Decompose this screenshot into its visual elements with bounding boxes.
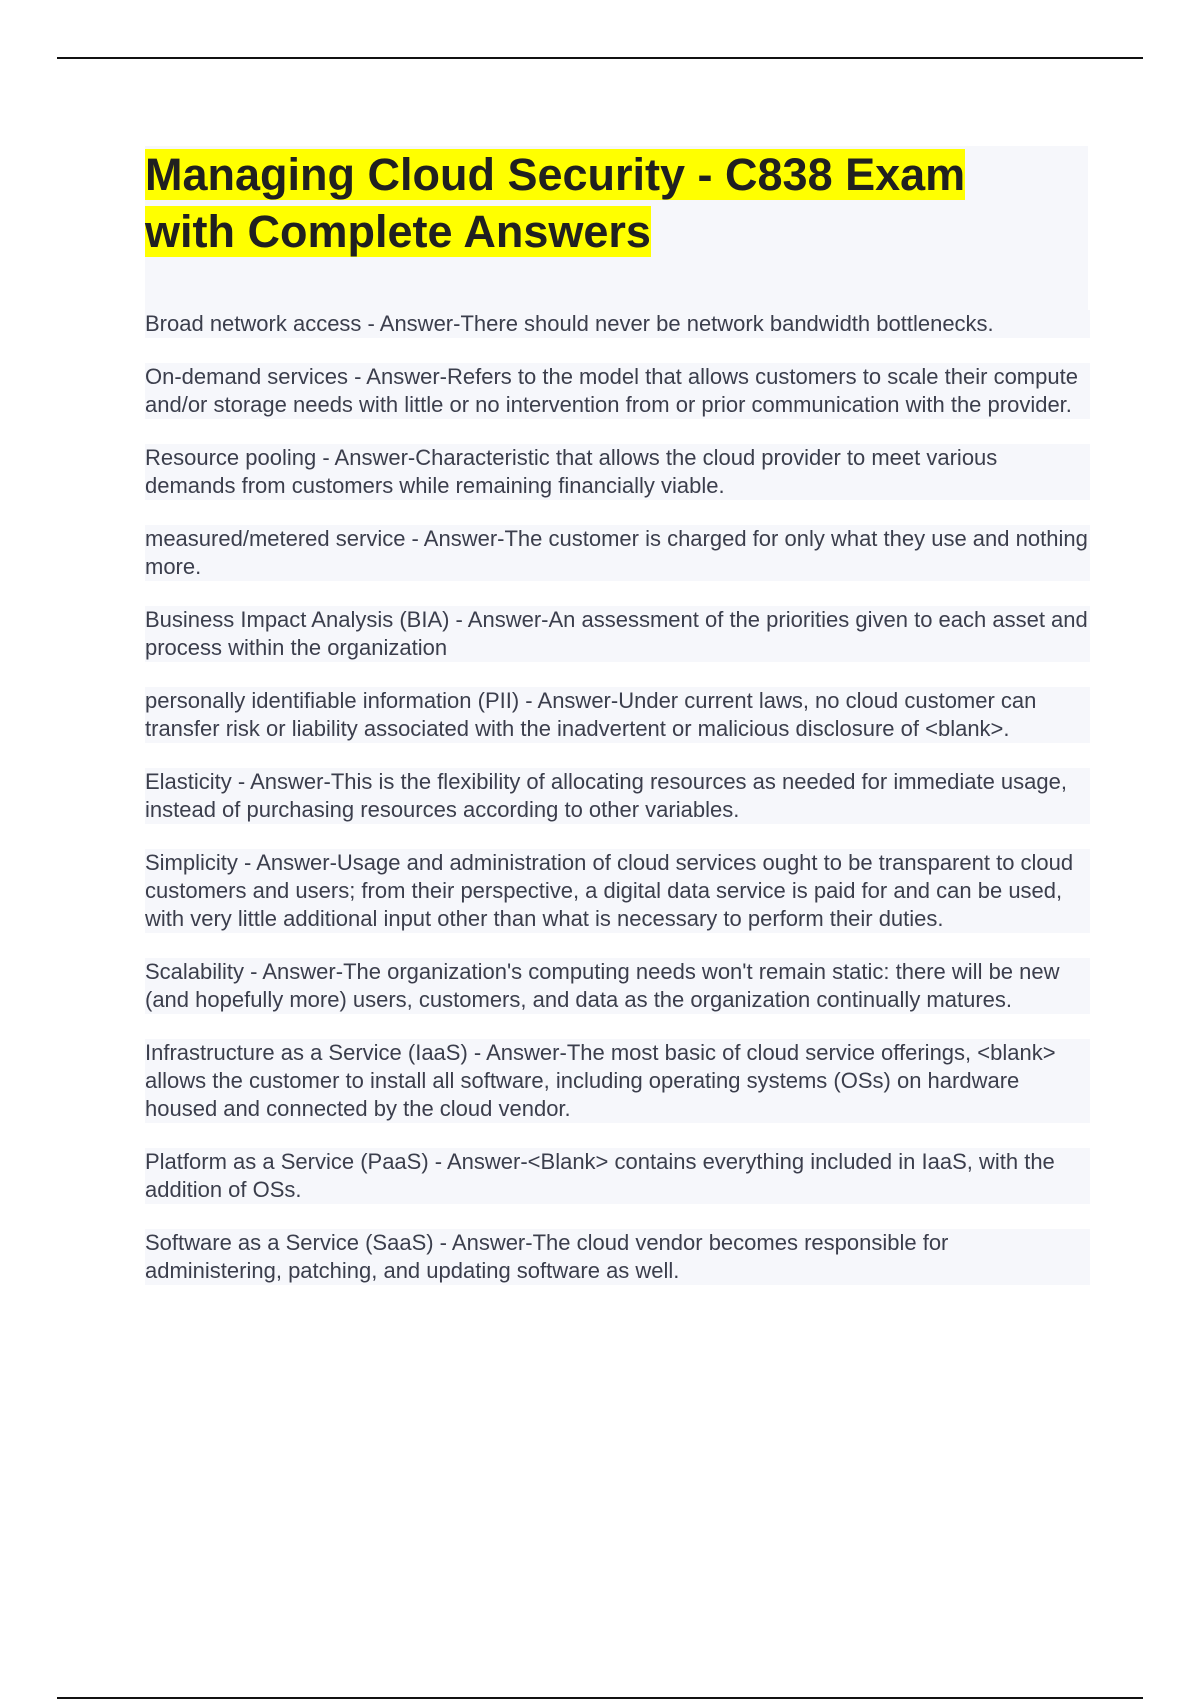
qa-list (145, 310, 1090, 1310)
qa-item: personally identifiable information (PII) - Answer-Under current laws, no cloud customer can transfer risk or liability associated with the inadvertent or malicious disclosure of <blank>. (145, 687, 1090, 743)
document-title-text: Managing Cloud Security - C838 Exam with Complete Answers (145, 149, 966, 257)
qa-item: Simplicity - Answer-Usage and administration of cloud services ought to be transparent to cloud customers and users; from their perspective, a digital data service is paid for and can be used, with very little additional input other than what is necessary to perform their duties. (145, 849, 1090, 933)
bottom-divider (57, 1697, 1143, 1699)
qa-item: Business Impact Analysis (BIA) - Answer-An assessment of the priorities given to each asset and process within the organization (145, 606, 1090, 662)
qa-item: Software as a Service (SaaS) - Answer-The cloud vendor becomes responsible for administering, patching, and updating software as well. (145, 1229, 1090, 1285)
qa-item: Platform as a Service (PaaS) - Answer-<Blank> contains everything included in IaaS, with the addition of OSs. (145, 1148, 1090, 1204)
qa-item: Scalability - Answer-The organization's computing needs won't remain static: there will be new (and hopefully more) users, customers, and data as the organization continually matures. (145, 958, 1090, 1014)
qa-item: Infrastructure as a Service (IaaS) - Answer-The most basic of cloud service offerings, <blank> allows the customer to install all software, including operating systems (OSs) on hardware housed and connected by the cloud vendor. (145, 1039, 1090, 1123)
qa-item: Broad network access - Answer-There should never be network bandwidth bottlenecks. (145, 310, 1090, 338)
document-title (145, 146, 1045, 260)
qa-item: On-demand services - Answer-Refers to the model that allows customers to scale their compute and/or storage needs with little or no intervention from or prior communication with the provider. (145, 363, 1090, 419)
title-block (145, 146, 1088, 310)
qa-item: Resource pooling - Answer-Characteristic that allows the cloud provider to meet various demands from customers while remaining financially viable. (145, 444, 1090, 500)
qa-item: measured/metered service - Answer-The customer is charged for only what they use and nothing more. (145, 525, 1090, 581)
top-divider (57, 57, 1143, 59)
qa-item: Elasticity - Answer-This is the flexibility of allocating resources as needed for immediate usage, instead of purchasing resources according to other variables. (145, 768, 1090, 824)
